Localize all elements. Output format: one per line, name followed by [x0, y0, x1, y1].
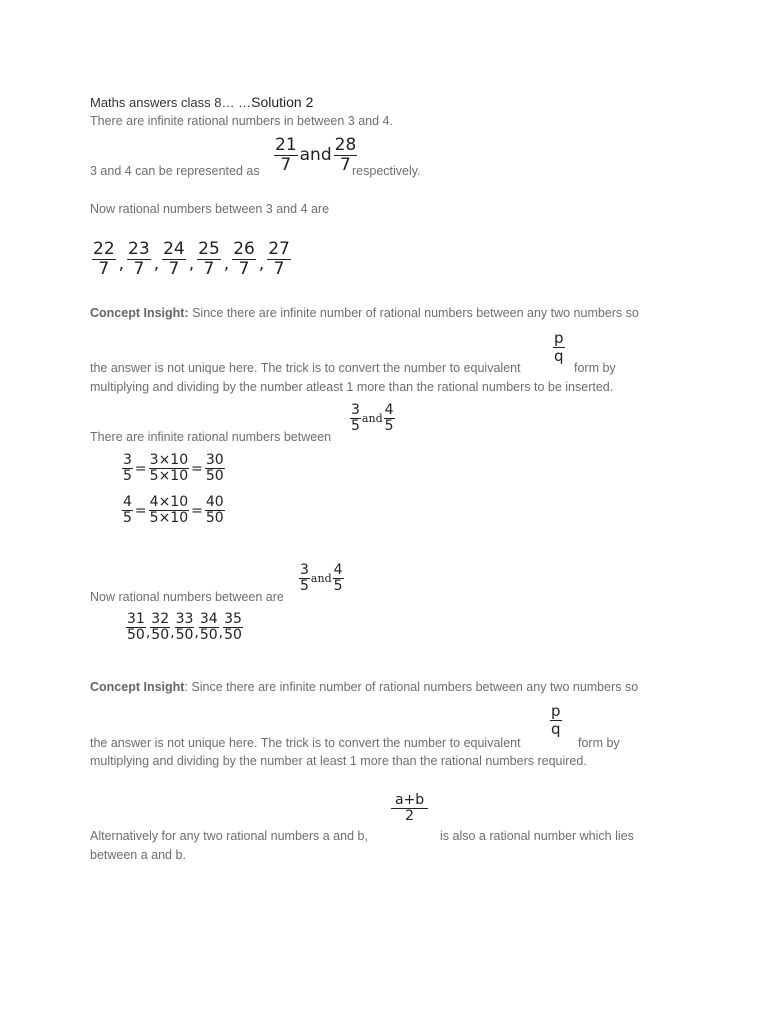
comma-separator: ,: [118, 254, 125, 275]
pq-fraction: [550, 703, 562, 737]
numerator: 30: [205, 452, 224, 468]
equation-4-5: [122, 495, 225, 527]
fraction-25-7: [197, 240, 221, 278]
denominator: 7: [280, 154, 292, 175]
concept-insight-2-form-by: form by: [578, 736, 620, 750]
comma-separator: ,: [188, 254, 195, 275]
numerator: 23: [128, 239, 150, 259]
fraction-27-7: [267, 240, 291, 278]
denominator: 5: [123, 510, 132, 527]
fraction-22-7: [92, 240, 116, 278]
numerator: 33: [175, 611, 194, 627]
concept-insight-text: : Since there are infinite number of rational numbers between any two numbers so: [184, 680, 639, 694]
numerator: 32: [151, 611, 170, 627]
and-word: and: [310, 572, 332, 586]
denominator: 2: [405, 808, 415, 825]
title-prefix: Maths answers class 8… …: [90, 95, 252, 110]
fraction-list-fiftieths: [126, 612, 243, 644]
equation-3-5: [122, 453, 225, 485]
numerator: 28: [334, 135, 357, 155]
comma-separator: ,: [170, 624, 175, 641]
denominator: 7: [238, 258, 250, 279]
fractions-3-5-and-4-5: [350, 403, 395, 435]
denominator: 5: [123, 468, 132, 485]
denominator: 7: [273, 258, 285, 279]
fraction-list-sevenths: [92, 240, 291, 278]
numerator: p: [551, 702, 561, 720]
concept-insight-2-line3: multiplying and dividing by the number at least 1 more than the rational numbers required.: [90, 754, 587, 768]
numerator: 4: [333, 562, 343, 578]
comma-separator: ,: [258, 254, 265, 275]
numerator: 4: [123, 494, 132, 510]
alternatively-line1: Alternatively for any two rational numbers a and b,: [90, 829, 368, 843]
denominator: 7: [203, 258, 215, 279]
concept-insight-2-line2: the answer is not unique here. The trick is to convert the number to equivalent: [90, 736, 521, 750]
numerator: 22: [93, 239, 115, 259]
denominator: 5: [333, 578, 343, 595]
now-between-text: Now rational numbers between are: [90, 590, 284, 604]
numerator: 3: [351, 402, 360, 418]
concept-insight-1-form-by: form by: [574, 361, 616, 375]
numerator: 34: [199, 611, 218, 627]
page-title: [90, 93, 313, 112]
equals-sign: =: [191, 460, 203, 477]
denominator: 7: [133, 258, 145, 279]
numerator: a+b: [391, 793, 428, 809]
and-word: and: [361, 412, 383, 426]
numerator: 26: [233, 239, 255, 259]
concept-insight-label: Concept Insight: [90, 680, 185, 694]
fraction-21-7: [274, 136, 298, 174]
equals-sign: =: [134, 502, 147, 519]
fractions-3-5-and-4-5-b: [299, 563, 344, 595]
concept-insight-2-line1: [90, 678, 638, 696]
alternatively-line1-end: is also a rational number which lies: [440, 829, 634, 843]
denominator: 7: [340, 154, 351, 175]
denominator: 50: [205, 468, 224, 485]
denominator: 50: [175, 627, 194, 644]
comma-separator: ,: [223, 254, 230, 275]
denominator: 7: [168, 258, 180, 279]
infinite-between-text: There are infinite rational numbers between: [90, 430, 332, 444]
between-3-4-text: Now rational numbers between 3 and 4 are: [90, 202, 330, 216]
a-plus-b-over-2-fraction: [391, 793, 428, 825]
fraction-24-7: [162, 240, 186, 278]
concept-insight-1-line1: [90, 304, 639, 322]
fraction-34-50: [199, 612, 219, 644]
numerator: 21: [275, 135, 297, 155]
denominator: 50: [127, 627, 145, 644]
intro-paragraph: There are infinite rational numbers in between 3 and 4.: [90, 114, 393, 128]
denominator: 50: [151, 627, 170, 644]
represent-fractions: [274, 136, 357, 174]
denominator: 50: [205, 510, 224, 527]
fraction-33-50: [175, 612, 195, 644]
fraction-26-7: [232, 240, 256, 278]
comma-separator: ,: [218, 624, 224, 641]
fraction-23-7: [127, 240, 151, 278]
numerator: 35: [224, 611, 242, 627]
concept-insight-1-line3: multiplying and dividing by the number atleast 1 more than the rational numbers to be inserted.: [90, 380, 614, 394]
denominator: 50: [224, 627, 242, 644]
numerator: 27: [268, 239, 290, 259]
numerator: 3: [300, 562, 309, 578]
numerator: 4: [384, 402, 394, 418]
numerator: 25: [198, 239, 220, 259]
represent-text: 3 and 4 can be represented as: [90, 164, 260, 178]
and-word: and: [299, 145, 332, 166]
concept-insight-label: Concept Insight:: [90, 306, 189, 320]
numerator: 4×10: [149, 494, 189, 510]
concept-insight-text: Since there are infinite number of rational numbers between any two numbers so: [188, 306, 639, 320]
denominator: q: [551, 719, 561, 738]
comma-separator: ,: [194, 624, 199, 641]
respectively-text: respectively.: [352, 164, 421, 178]
fraction-32-50: [150, 612, 170, 644]
fraction-31-50: [126, 612, 146, 644]
denominator: 7: [98, 258, 110, 279]
pq-fraction: [553, 330, 565, 364]
comma-separator: ,: [145, 624, 151, 641]
equals-sign: =: [191, 502, 203, 519]
comma-separator: ,: [153, 254, 160, 275]
numerator: 24: [163, 239, 185, 259]
fraction-35-50: [223, 612, 243, 644]
denominator: 50: [199, 627, 218, 644]
equals-sign: =: [134, 460, 147, 477]
concept-insight-1-line2: the answer is not unique here. The trick is to convert the number to equivalent: [90, 361, 521, 375]
denominator: q: [554, 346, 564, 365]
numerator: 3×10: [149, 452, 189, 468]
numerator: p: [554, 329, 564, 347]
numerator: 31: [127, 611, 145, 627]
denominator: 5: [384, 418, 394, 435]
denominator: 5×10: [149, 468, 189, 485]
numerator: 3: [123, 452, 132, 468]
denominator: 5×10: [149, 510, 189, 527]
alternatively-line2: between a and b.: [90, 848, 186, 862]
denominator: 5: [300, 578, 309, 595]
denominator: 5: [351, 418, 360, 435]
numerator: 40: [205, 494, 224, 510]
title-solution: Solution 2: [251, 94, 314, 110]
